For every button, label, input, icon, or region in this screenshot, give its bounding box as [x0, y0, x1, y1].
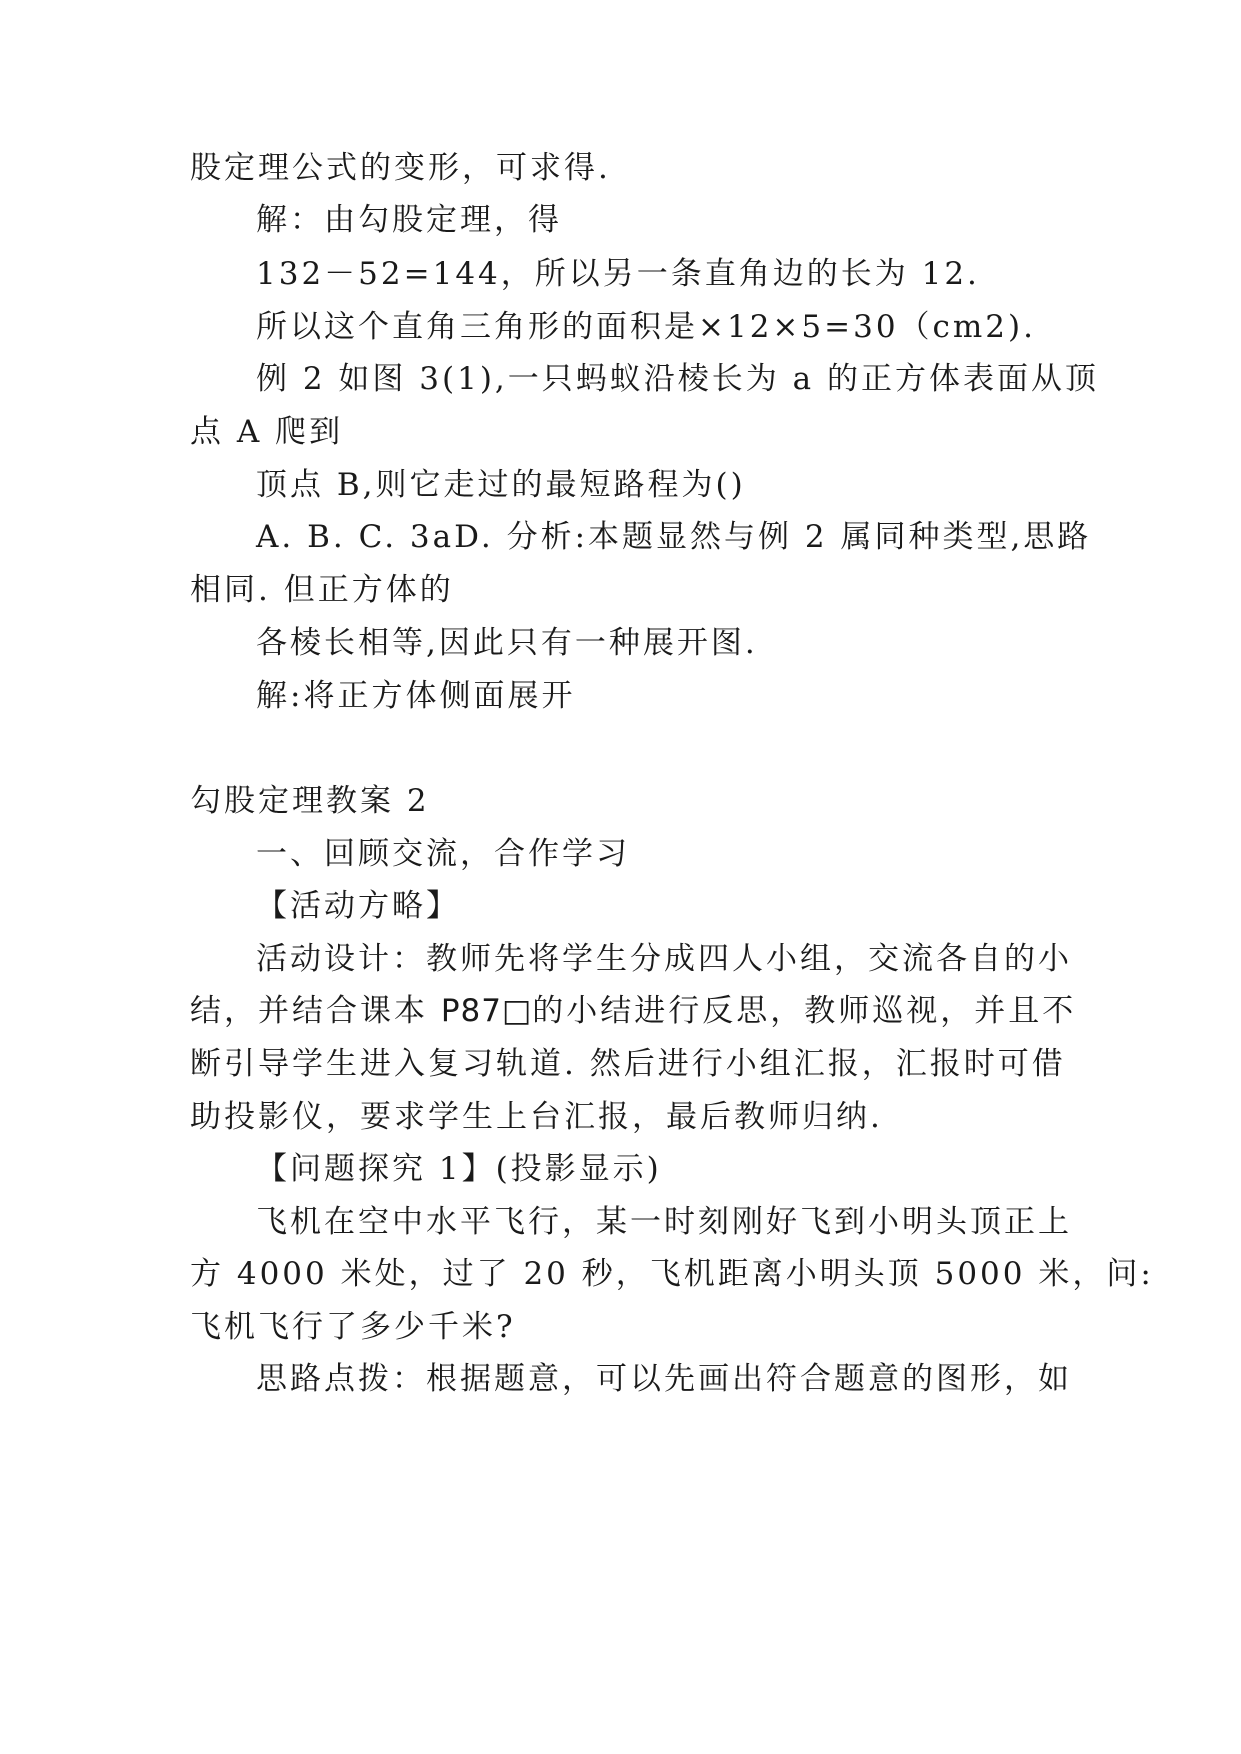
example-line: 例 2 如图 3(1),一只蚂蚁沿棱长为 a 的正方体表面从顶 [256, 361, 1099, 397]
hint-line: 思路点拨：根据题意，可以先画出符合题意的图形，如 [256, 1361, 1072, 1397]
text-span: 的小结进行反思，教师巡视，并且不 [532, 993, 1077, 1029]
text-span: 结，并结合课本 [190, 993, 441, 1029]
activity-design-line: 活动设计：教师先将学生分成四人小组，交流各自的小 [256, 941, 1072, 977]
activity-design-line-4: 助投影仪，要求学生上台汇报，最后教师归纳. [190, 1099, 883, 1135]
equation-line: 132－52=144，所以另一条直角边的长为 12. [256, 256, 980, 292]
missing-glyph: □ [502, 993, 533, 1029]
activity-heading: 【活动方略】 [256, 888, 460, 924]
paragraph-line: 股定理公式的变形，可求得. [190, 150, 611, 186]
problem-line-2: 方 4000 米处，过了 20 秒，飞机距离小明头顶 5000 米，问: [190, 1256, 1154, 1292]
section-heading: 一、回顾交流，合作学习 [256, 836, 630, 872]
activity-design-line-2 [190, 991, 1076, 1031]
options-analysis-line: A. B. C. 3aD. 分析:本题显然与例 2 属同种类型,思路 [256, 519, 1092, 555]
solution-line: 解：由勾股定理，得 [256, 202, 562, 238]
example-line-cont: 点 A 爬到 [190, 414, 344, 450]
page-reference: P87 [440, 993, 502, 1029]
area-line: 所以这个直角三角形的面积是×12×5=30（cm2). [256, 309, 1036, 345]
section-title: 勾股定理教案 2 [190, 783, 430, 819]
activity-design-line-3: 断引导学生进入复习轨道. 然后进行小组汇报，汇报时可借 [190, 1046, 1066, 1082]
problem-line-3: 飞机飞行了多少千米? [190, 1309, 516, 1345]
problem-heading: 【问题探究 1】(投影显示) [256, 1151, 662, 1187]
analysis-line-cont: 相同. 但正方体的 [190, 572, 454, 608]
question-line: 顶点 B,则它走过的最短路程为() [256, 467, 746, 503]
solution-line-2: 解:将正方体侧面展开 [256, 678, 576, 714]
problem-line: 飞机在空中水平飞行，某一时刻刚好飞到小明头顶正上 [256, 1204, 1072, 1240]
analysis-line: 各棱长相等,因此只有一种展开图. [256, 625, 758, 661]
